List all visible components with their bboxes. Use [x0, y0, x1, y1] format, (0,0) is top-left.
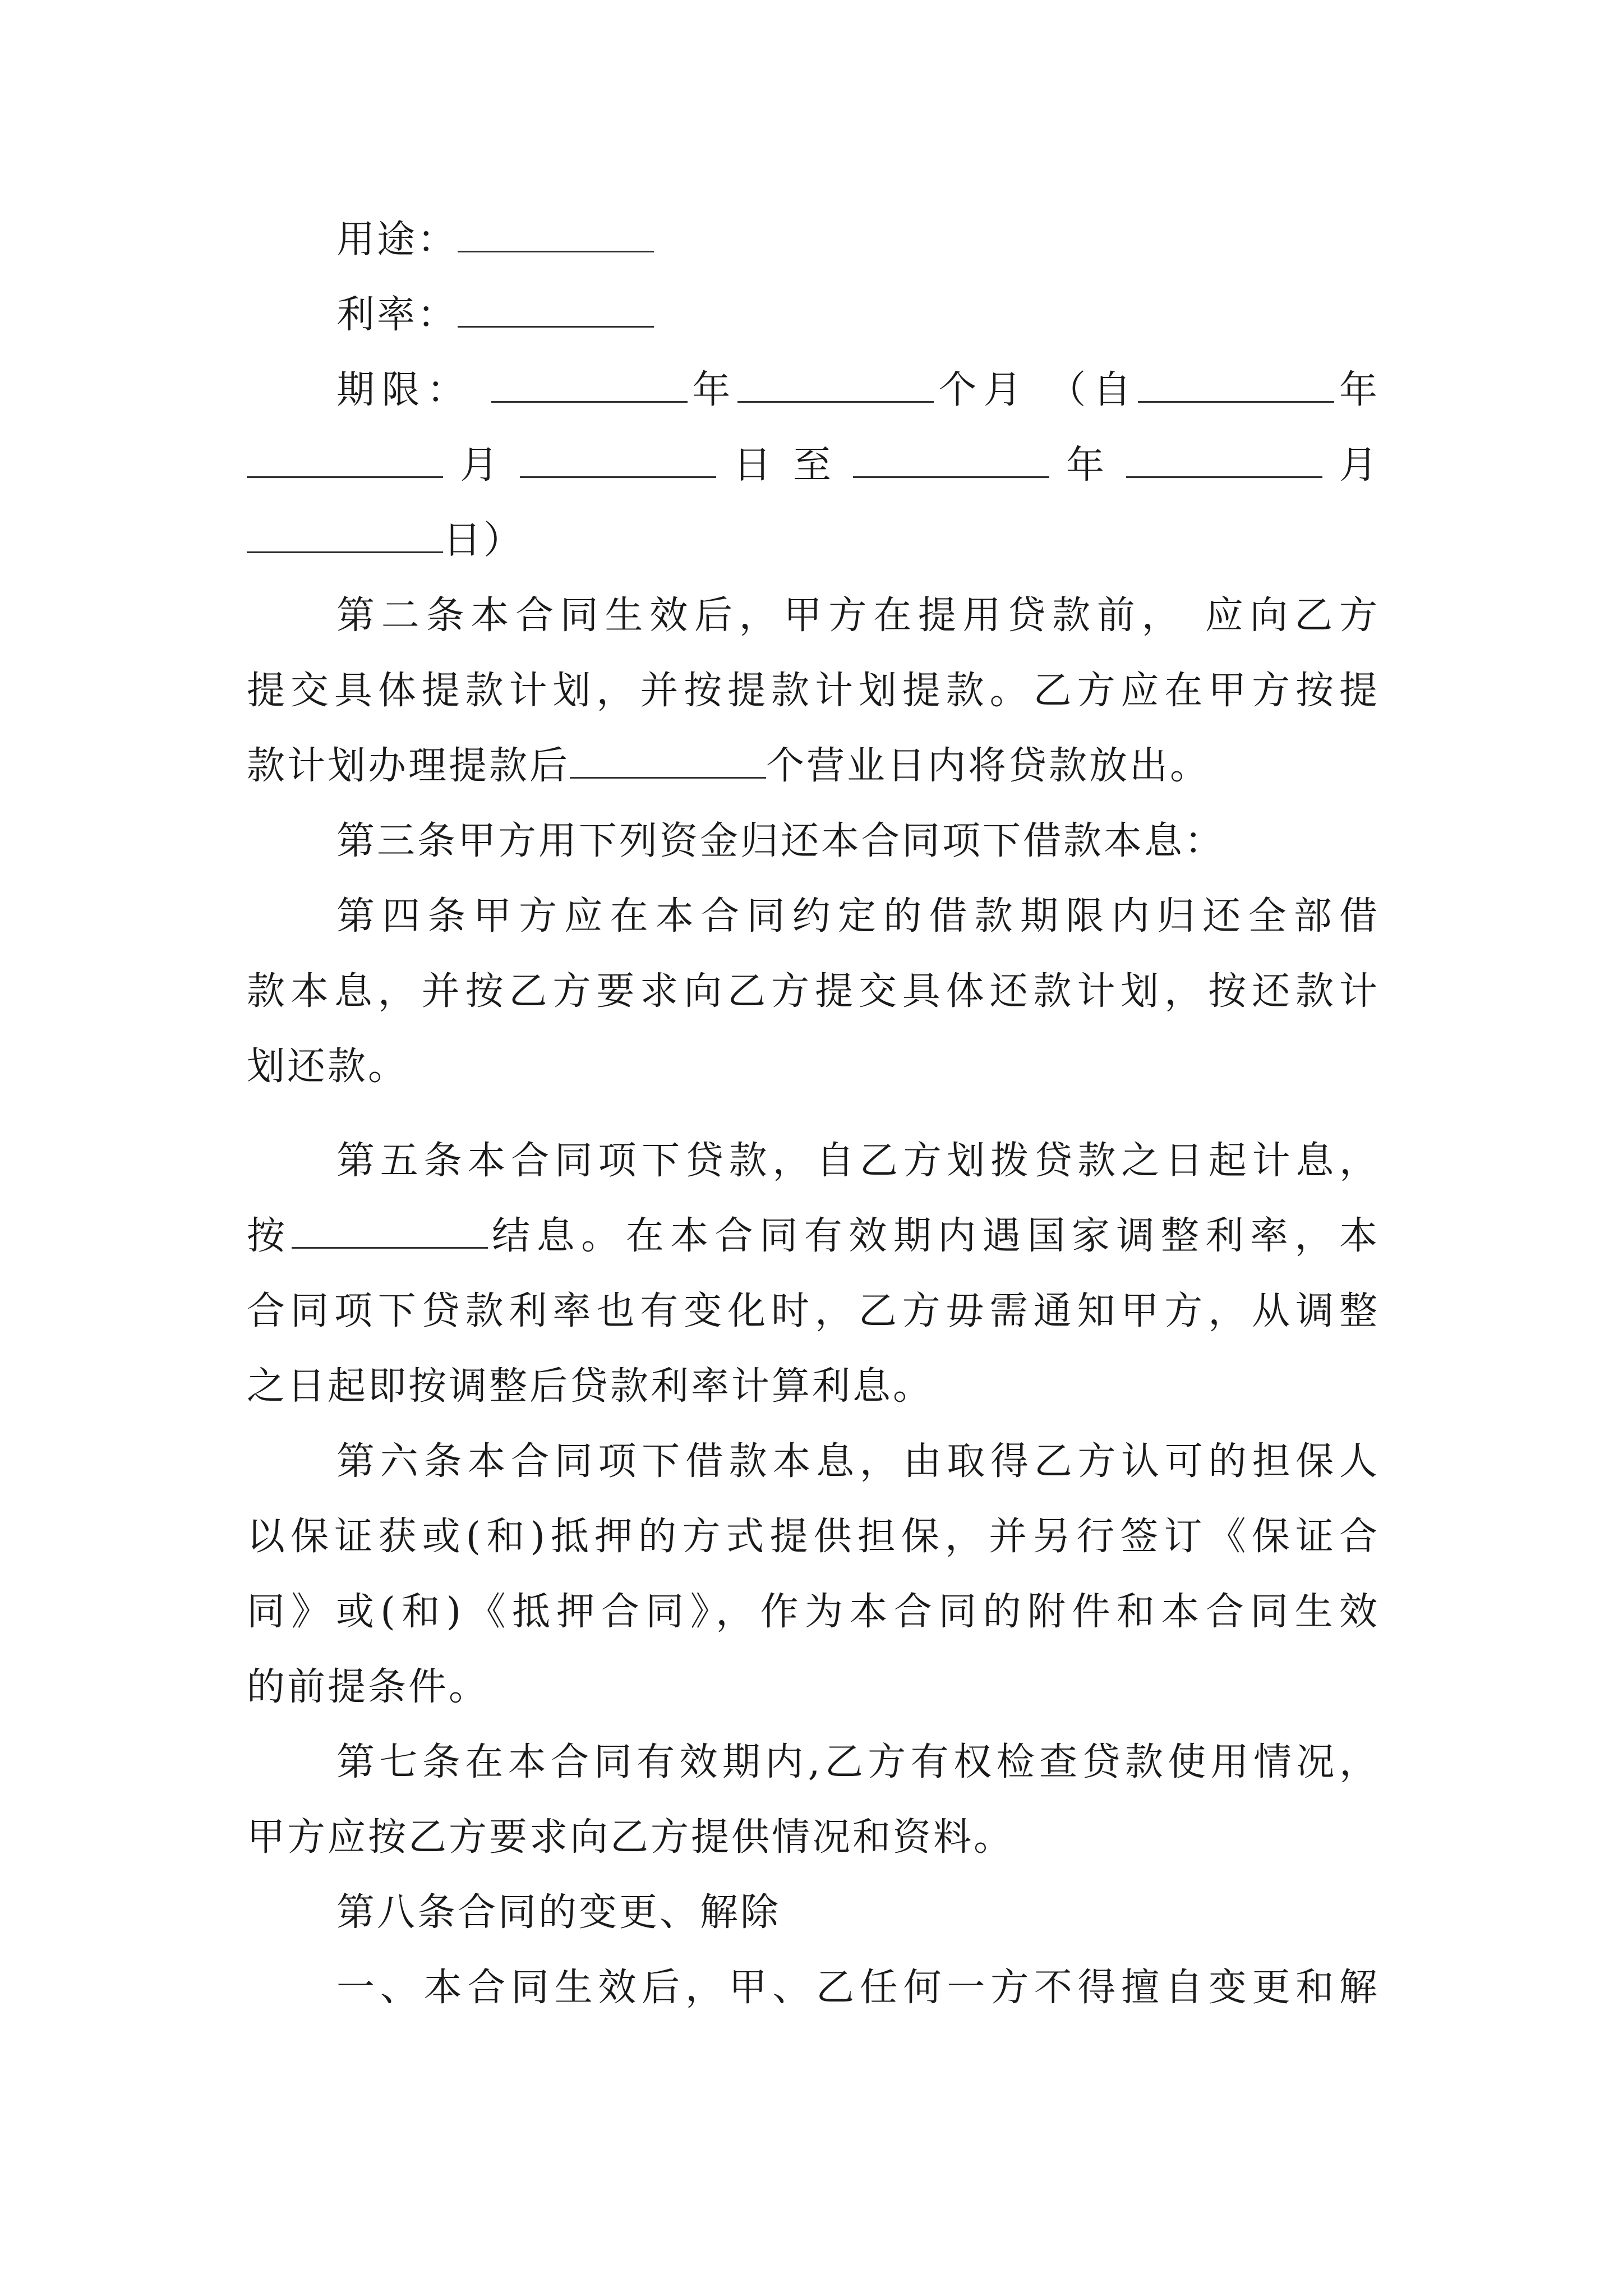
- end-month-text: 月: [1339, 443, 1380, 487]
- article2-line3: [247, 744, 1380, 789]
- start-month-text: 月: [460, 443, 503, 487]
- start-day-blank: [520, 445, 716, 478]
- article3-line1: 第三条甲方用下列资金归还本合同项下借款本息：: [336, 819, 1225, 863]
- article6-line2: 以保证获或(和)抵押的方式提供担保，并另行签订《保证合: [247, 1515, 1380, 1559]
- term-line-3: [247, 518, 1380, 563]
- interest-settlement-blank: [292, 1216, 488, 1249]
- article2-line1: 第二条本合同生效后，甲方在提用贷款前， 应向乙方: [336, 593, 1380, 638]
- article2-line2: 提交具体提款计划，并按提款计划提款。乙方应在甲方按提: [247, 669, 1380, 713]
- term-line-2: [247, 443, 1380, 488]
- term-year-text: 年: [687, 368, 737, 412]
- term-years-blank: [491, 370, 688, 403]
- start-year-blank: [1138, 370, 1334, 403]
- article6-line4: 的前提条件。: [247, 1665, 490, 1709]
- article5-line1: 第五条本合同项下贷款，自乙方划拨贷款之日起计息，: [336, 1139, 1380, 1183]
- term-months-text: 个月: [933, 368, 1029, 412]
- rate-line: [336, 293, 1380, 338]
- article5-line3: 合同项下贷款利率也有变化时，乙方毋需通知甲方，从调整: [247, 1289, 1380, 1333]
- article8-title: 第八条合同的变更、解除: [336, 1890, 781, 1935]
- article5-line2-suffix: 结息。在本合同有效期内遇国家调整利率，本: [487, 1214, 1380, 1258]
- usage-label: 用途：: [336, 218, 458, 262]
- article5-line4: 之日起即按调整后贷款利率计算利息。: [247, 1364, 934, 1409]
- article2-line3-prefix: 款计划办理提款后: [247, 744, 570, 788]
- article4-line2: 款本息，并按乙方要求向乙方提交具体还款计划，按还款计: [247, 969, 1380, 1014]
- end-day-text: 日）: [443, 518, 524, 563]
- usage-line: [336, 218, 1380, 263]
- article4-line3: 划还款。: [247, 1045, 409, 1089]
- article2-line3-suffix: 个营业日内将贷款放出。: [766, 744, 1211, 788]
- term-from-text: （自: [1048, 368, 1138, 412]
- start-year-text: 年: [1334, 368, 1380, 412]
- article5-line2: [247, 1214, 1380, 1259]
- end-year-text: 年: [1066, 443, 1109, 487]
- article6-line1: 第六条本合同项下借款本息，由取得乙方认可的担保人: [336, 1439, 1380, 1484]
- business-days-blank: [570, 746, 766, 779]
- end-day-blank: [247, 520, 443, 553]
- term-months-blank: [737, 370, 934, 403]
- usage-blank: [458, 219, 654, 252]
- article5-line2-prefix: 按: [247, 1214, 292, 1258]
- rate-blank: [458, 295, 654, 328]
- end-month-blank: [1126, 445, 1322, 478]
- article8-item1: 一、本合同生效后，甲、乙任何一方不得擅自变更和解: [336, 1966, 1380, 2010]
- end-year-blank: [853, 445, 1049, 478]
- article7-line2: 甲方应按乙方要求向乙方提供情况和资料。: [247, 1815, 1015, 1860]
- article6-line3: 同》或(和)《抵押合同》，作为本合同的附件和本合同生效: [247, 1590, 1380, 1634]
- term-line-1: [336, 368, 1380, 413]
- start-day-text: 日: [733, 443, 776, 487]
- term-to-text: 至: [792, 443, 836, 487]
- rate-label: 利率：: [336, 293, 458, 337]
- start-month-blank: [247, 445, 443, 478]
- term-label: 期限：: [336, 368, 472, 412]
- article7-line1: 第七条在本合同有效期内,乙方有权检查贷款使用情况，: [336, 1740, 1380, 1784]
- article4-line1: 第四条甲方应在本合同约定的借款期限内归还全部借: [336, 894, 1380, 938]
